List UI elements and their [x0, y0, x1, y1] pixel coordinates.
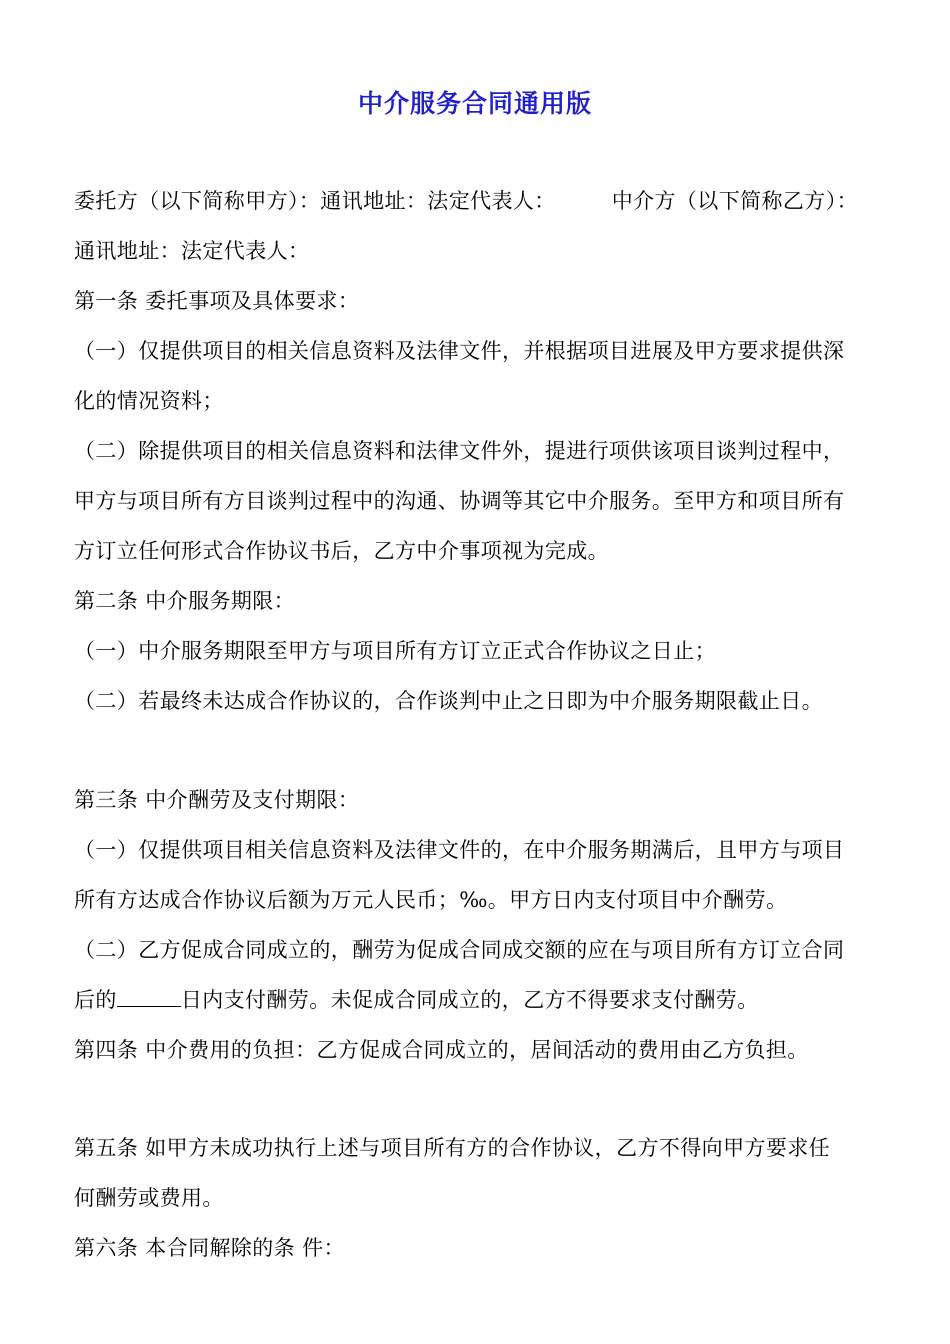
- article-2-item-1: （一）中介服务期限至甲方与项目所有方订立正式合作协议之日止；: [74, 639, 716, 663]
- article-1-item-1: （一）仅提供项目的相关信息资料及法律文件，并根据项目进展及甲方要求提供深: [74, 339, 845, 363]
- article-3-item-1: （一）仅提供项目相关信息资料及法律文件的，在中介服务期满后，且甲方与项目: [74, 838, 845, 862]
- party-b-text: 中介方（以下简称乙方）：: [611, 189, 859, 213]
- article-1-item-1-cont: 化的情况资料；: [74, 389, 224, 413]
- article-2-item-2: （二）若最终未达成合作协议的，合作谈判中止之日即为中介服务期限截止日。: [74, 689, 823, 713]
- party-a-text: 委托方（以下简称甲方）：通讯地址：法定代表人：: [74, 189, 556, 213]
- document-title: 中介服务合同通用版: [357, 89, 592, 118]
- text-segment: 后的: [74, 988, 117, 1012]
- party-a-line: [74, 186, 858, 216]
- article-1-item-2-cont: 方订立任何形式合作协议书后，乙方中介事项视为完成。: [74, 539, 609, 563]
- article-5: 第五条 如甲方未成功执行上述与项目所有方的合作协议，乙方不得向甲方要求任: [74, 1136, 831, 1160]
- article-5-cont: 何酬劳或费用。: [74, 1186, 224, 1210]
- article-2-heading: 第二条 中介服务期限：: [74, 589, 296, 613]
- article-3-heading: 第三条 中介酬劳及支付期限：: [74, 788, 360, 812]
- article-3-item-1-cont: 所有方达成合作协议后额为万元人民币；‰。甲方日内支付项目中介酬劳。: [74, 888, 788, 912]
- article-1-item-2: （二）除提供项目的相关信息资料和法律文件外，提进行项供该项目谈判过程中，: [74, 439, 845, 463]
- article-1-item-2-cont: 甲方与项目所有方目谈判过程中的沟通、协调等其它中介服务。至甲方和项目所有: [74, 489, 845, 513]
- party-b-address-line: 通讯地址：法定代表人：: [74, 239, 310, 263]
- article-6-heading: 第六条 本合同解除的条 件：: [74, 1236, 345, 1260]
- text-segment: 日内支付酬劳。未促成合同成立的，乙方不得要求支付酬劳。: [180, 988, 759, 1012]
- article-1-heading: 第一条 委托事项及具体要求：: [74, 289, 360, 313]
- article-3-item-2-cont: [74, 985, 759, 1015]
- article-3-item-2: （二）乙方促成合同成立的，酬劳为促成合同成交额的应在与项目所有方订立合同: [74, 938, 845, 962]
- article-4: 第四条 中介费用的负担：乙方促成合同成立的，居间活动的费用由乙方负担。: [74, 1038, 809, 1062]
- fill-in-blank: [117, 988, 181, 1007]
